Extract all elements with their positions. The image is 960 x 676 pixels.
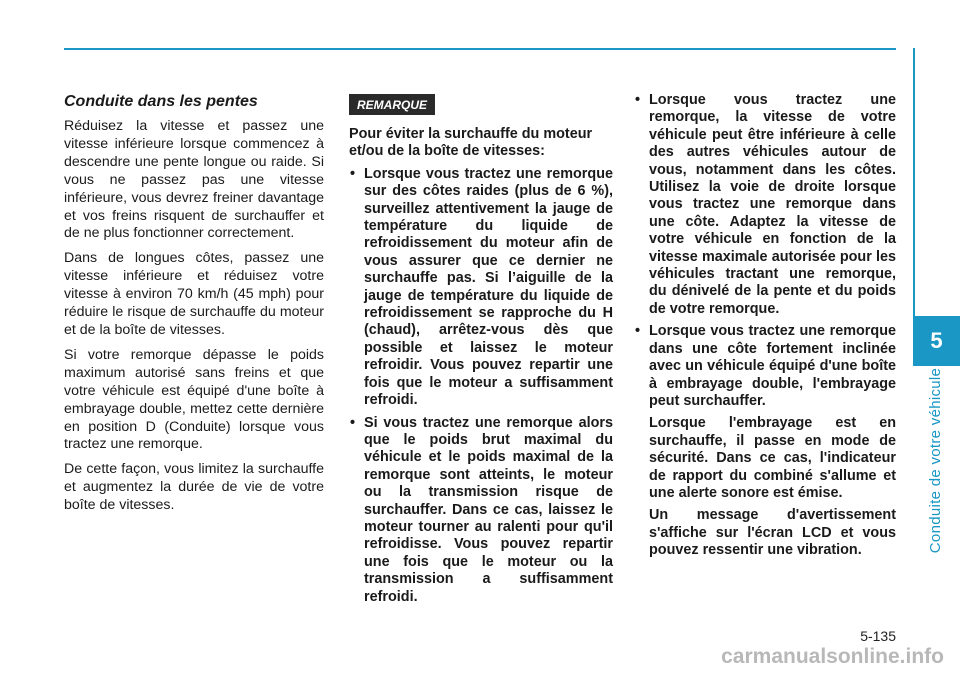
bullet-text: • Si vous tractez une remorque alors que le poids brut maximal du véhicule et le poids maximal de la remorque sont atteints, le moteur ou la transmission risque de surchauffer. Dans ce cas, laissez le moteur tourner au ralenti pour qu'il refroidisse. Vous pouvez repartir une fois que le moteur ou la transmission a suffisamment refroidi.	[364, 414, 613, 605]
note-column	[349, 92, 613, 611]
note-bullet	[634, 323, 896, 410]
paragraph: Réduisez la vitesse et passez une vitesse inférieure lorsque commencez à descendre une pente longue ou raide. Si vous ne passez pas une vitesse inférieure, vous devrez freiner davantage et vos freins risquent de surchauffer et de ne plus fonctionner correctement.	[64, 118, 324, 242]
bullet-text: • Lorsque vous tractez une remorque dans une côte fortement inclinée avec un véhicule équipé d'une boîte à embrayage double, l'embrayage peut surchauffer.	[649, 323, 896, 409]
note-intro: Pour éviter la surchauffe du moteur et/ou de la boîte de vitesses:	[349, 126, 593, 160]
bullet-text: • Lorsque vous tractez une remorque sur des côtes raides (plus de 6 %), surveillez attentivement la jauge de température du liquide de refroidissement du moteur afin de vous assurer que ce dernier ne surchauffe pas. Si l’aiguille de la jauge de température du liquide de refroidissement se rapproche du H (chaud), arrêtez-vous dès que possible et laissez le moteur refroidir. Vous pouvez repartir une fois que le moteur a suffisamment refroidi.	[364, 165, 613, 409]
chapter-title	[914, 367, 958, 553]
watermark: carmanualsonline.info	[721, 645, 944, 668]
note-bullet	[349, 415, 613, 606]
paragraph: De cette façon, vous limitez la surchauffe et augmentez la durée de vie de votre boîte de vitesses.	[64, 461, 324, 514]
note-sub-paragraph: Un message d'avertissement s'affiche sur l'écran LCD et vous pouvez ressentir une vibration.	[649, 507, 896, 559]
section-heading: Conduite dans les pentes	[64, 93, 258, 110]
header-rule	[64, 48, 896, 50]
note-list-continued	[634, 92, 896, 410]
left-column	[64, 92, 324, 522]
page-number: 5-135	[860, 628, 896, 644]
chapter-number-tab: 5	[913, 316, 960, 366]
chapter-title-text: Conduite de votre véhicule	[927, 367, 945, 553]
note-list	[349, 166, 613, 606]
remarque-badge: REMARQUE	[349, 94, 435, 115]
note-bullet	[349, 166, 613, 410]
note-column-continued	[634, 92, 896, 565]
note-bullet	[634, 92, 896, 318]
paragraph: Si votre remorque dépasse le poids maximum autorisé sans freins et que votre véhicule est équipé d'une boîte à embrayage double, mettez cette dernière en position D (Conduite) lorsque vous tractez une remorque.	[64, 346, 324, 453]
bullet-text: • Lorsque vous tractez une remorque, la vitesse de votre véhicule peut être inférieure à celle des autres véhicules autour de vous, notamment dans les côtes. Utilisez la voie de droite lorsque vous tractez une remorque dans une côte. Adaptez la vitesse de votre véhicule en fonction de la vitesse maximale autorisée pour les véhicules tractant une remorque, du dénivelé de la pente et du poids de votre remorque.	[649, 92, 896, 317]
note-sub-paragraph: Lorsque l'embrayage est en surchauffe, il passe en mode de sécurité. Dans ce cas, l'indicateur de rapport du combiné s'allume et une alerte sonore est émise.	[649, 415, 896, 501]
paragraph: Dans de longues côtes, passez une vitesse inférieure et réduisez votre vitesse à environ 70 km/h (45 mph) pour réduire le risque de surchauffe du moteur et de la boîte de vitesses.	[64, 250, 324, 338]
